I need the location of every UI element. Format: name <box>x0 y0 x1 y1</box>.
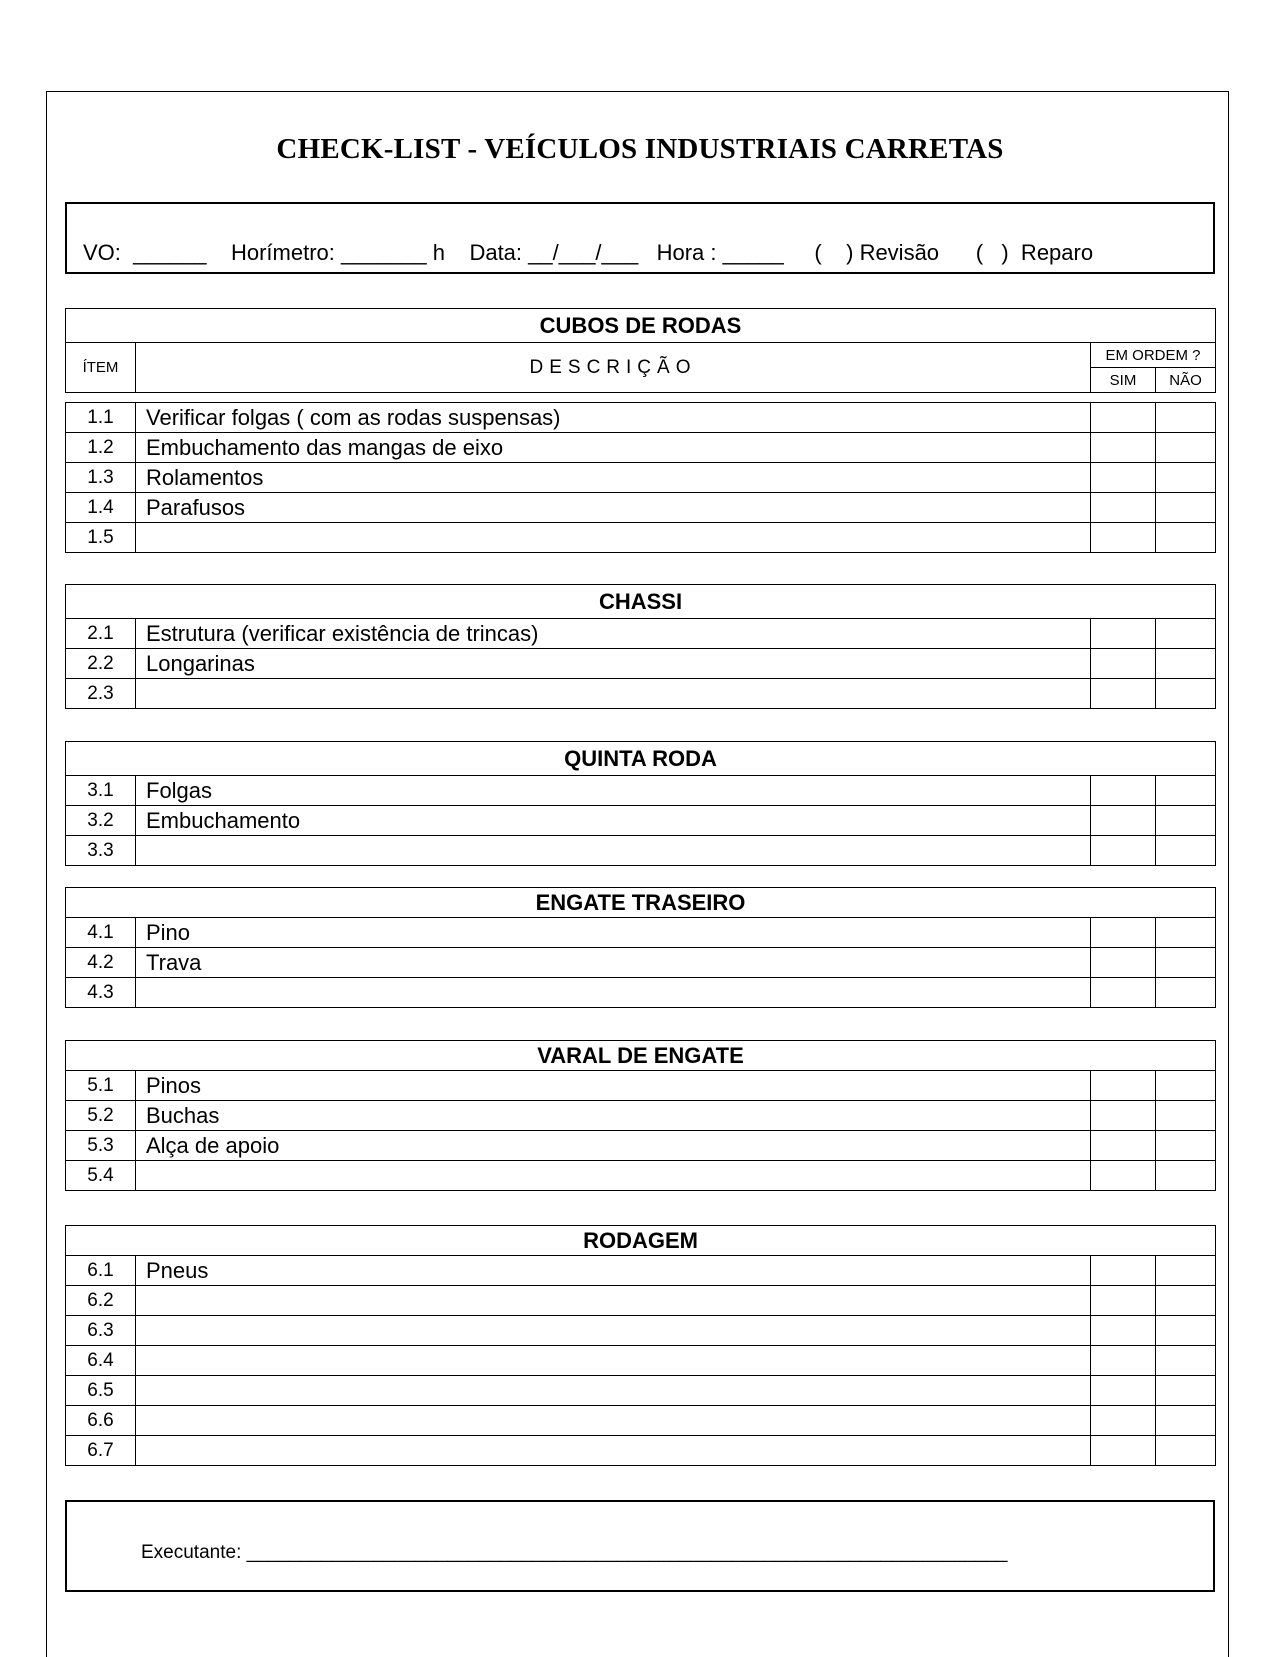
item-description[interactable] <box>136 1346 1091 1376</box>
sim-checkbox[interactable] <box>1091 918 1156 948</box>
signature-box <box>65 1500 1215 1592</box>
item-number: 3.3 <box>66 836 136 866</box>
item-description: Pino <box>136 918 1091 948</box>
table-row <box>66 1071 1216 1101</box>
table-row <box>66 433 1216 463</box>
sim-checkbox[interactable] <box>1091 463 1156 493</box>
item-number: 6.5 <box>66 1376 136 1406</box>
sim-checkbox[interactable] <box>1091 1316 1156 1346</box>
sim-checkbox[interactable] <box>1091 948 1156 978</box>
table-row <box>66 1131 1216 1161</box>
table-row <box>66 776 1216 806</box>
sim-checkbox[interactable] <box>1091 806 1156 836</box>
nao-checkbox[interactable] <box>1156 1406 1216 1436</box>
sim-checkbox[interactable] <box>1091 1071 1156 1101</box>
section-title: QUINTA RODA <box>66 742 1216 776</box>
sim-checkbox[interactable] <box>1091 523 1156 553</box>
table-row <box>66 493 1216 523</box>
table-row <box>66 1316 1216 1346</box>
item-description: Folgas <box>136 776 1091 806</box>
table-row <box>66 649 1216 679</box>
sim-checkbox[interactable] <box>1091 433 1156 463</box>
nao-checkbox[interactable] <box>1156 1346 1216 1376</box>
item-number: 6.2 <box>66 1286 136 1316</box>
item-description[interactable] <box>136 1161 1091 1191</box>
section-table-varal-de-engate <box>65 1040 1216 1191</box>
item-description[interactable] <box>136 1406 1091 1436</box>
nao-checkbox[interactable] <box>1156 1436 1216 1466</box>
nao-checkbox[interactable] <box>1156 403 1216 433</box>
item-number: 6.3 <box>66 1316 136 1346</box>
table-row <box>66 836 1216 866</box>
nao-checkbox[interactable] <box>1156 433 1216 463</box>
item-number: 2.3 <box>66 679 136 709</box>
sim-checkbox[interactable] <box>1091 1376 1156 1406</box>
section-table-chassi <box>65 584 1216 709</box>
item-number: 1.3 <box>66 463 136 493</box>
column-header-nao: NÃO <box>1156 368 1216 393</box>
sim-checkbox[interactable] <box>1091 679 1156 709</box>
section-table-quinta-roda <box>65 741 1216 866</box>
sim-checkbox[interactable] <box>1091 1131 1156 1161</box>
nao-checkbox[interactable] <box>1156 1161 1216 1191</box>
item-number: 5.3 <box>66 1131 136 1161</box>
item-description: Buchas <box>136 1101 1091 1131</box>
item-description[interactable] <box>136 1436 1091 1466</box>
nao-checkbox[interactable] <box>1156 679 1216 709</box>
item-number: 4.1 <box>66 918 136 948</box>
nao-checkbox[interactable] <box>1156 1256 1216 1286</box>
table-row <box>66 806 1216 836</box>
item-description[interactable] <box>136 1286 1091 1316</box>
item-description[interactable] <box>136 978 1091 1008</box>
sim-checkbox[interactable] <box>1091 836 1156 866</box>
item-number: 1.1 <box>66 403 136 433</box>
item-description: Pinos <box>136 1071 1091 1101</box>
item-description[interactable] <box>136 1316 1091 1346</box>
item-number: 3.2 <box>66 806 136 836</box>
item-description: Longarinas <box>136 649 1091 679</box>
item-description: Parafusos <box>136 493 1091 523</box>
table-row <box>66 1436 1216 1466</box>
item-description: Rolamentos <box>136 463 1091 493</box>
nao-checkbox[interactable] <box>1156 776 1216 806</box>
table-row <box>66 948 1216 978</box>
sim-checkbox[interactable] <box>1091 649 1156 679</box>
section-title: VARAL DE ENGATE <box>66 1041 1216 1071</box>
sim-checkbox[interactable] <box>1091 1436 1156 1466</box>
table-row <box>66 1346 1216 1376</box>
item-description: Alça de apoio <box>136 1131 1091 1161</box>
nao-checkbox[interactable] <box>1156 918 1216 948</box>
sim-checkbox[interactable] <box>1091 1346 1156 1376</box>
sim-checkbox[interactable] <box>1091 978 1156 1008</box>
item-description[interactable] <box>136 523 1091 553</box>
nao-checkbox[interactable] <box>1156 948 1216 978</box>
header-info-line: VO: ______ Horímetro: _______ h Data: __/___/___ Hora : _____ ( ) Revisão ( ) Reparo <box>83 240 1094 265</box>
item-description: Estrutura (verificar existência de trincas) <box>136 619 1091 649</box>
table-row <box>66 679 1216 709</box>
nao-checkbox[interactable] <box>1156 1376 1216 1406</box>
sim-checkbox[interactable] <box>1091 403 1156 433</box>
executante-signature-line[interactable]: Executante: ________________________________________________________________________ <box>141 1542 1008 1563</box>
nao-checkbox[interactable] <box>1156 619 1216 649</box>
table-row <box>66 1376 1216 1406</box>
item-description[interactable] <box>136 679 1091 709</box>
sim-checkbox[interactable] <box>1091 1256 1156 1286</box>
nao-checkbox[interactable] <box>1156 1286 1216 1316</box>
section-table-cubos-de-rodas <box>65 308 1216 393</box>
item-description: Pneus <box>136 1256 1091 1286</box>
table-row <box>66 619 1216 649</box>
sim-checkbox[interactable] <box>1091 1101 1156 1131</box>
item-number: 4.2 <box>66 948 136 978</box>
document-title: CHECK-LIST - VEÍCULOS INDUSTRIAIS CARRETAS <box>276 133 1004 165</box>
item-description: Trava <box>136 948 1091 978</box>
sim-checkbox[interactable] <box>1091 776 1156 806</box>
nao-checkbox[interactable] <box>1156 493 1216 523</box>
table-row <box>66 1406 1216 1436</box>
table-row <box>66 1101 1216 1131</box>
item-description: Embuchamento <box>136 806 1091 836</box>
nao-checkbox[interactable] <box>1156 1316 1216 1346</box>
sim-checkbox[interactable] <box>1091 1161 1156 1191</box>
item-description[interactable] <box>136 836 1091 866</box>
item-description: Verificar folgas ( com as rodas suspensas) <box>136 403 1091 433</box>
nao-checkbox[interactable] <box>1156 463 1216 493</box>
nao-checkbox[interactable] <box>1156 1131 1216 1161</box>
table-row <box>66 978 1216 1008</box>
table-row <box>66 523 1216 553</box>
item-number: 5.2 <box>66 1101 136 1131</box>
column-header-description: DESCRIÇÃO <box>136 343 1091 393</box>
item-number: 1.2 <box>66 433 136 463</box>
sim-checkbox[interactable] <box>1091 1406 1156 1436</box>
table-row <box>66 1286 1216 1316</box>
item-number: 3.1 <box>66 776 136 806</box>
item-number: 2.2 <box>66 649 136 679</box>
column-header-item: ÍTEM <box>66 343 136 393</box>
table-row <box>66 918 1216 948</box>
item-number: 6.7 <box>66 1436 136 1466</box>
table-row <box>66 1256 1216 1286</box>
item-number: 6.1 <box>66 1256 136 1286</box>
section-table-rodagem <box>65 1225 1216 1466</box>
item-number: 1.5 <box>66 523 136 553</box>
sim-checkbox[interactable] <box>1091 493 1156 523</box>
item-number: 6.6 <box>66 1406 136 1436</box>
table-row <box>66 403 1216 433</box>
item-number: 6.4 <box>66 1346 136 1376</box>
table-row <box>66 463 1216 493</box>
header-info-box <box>65 202 1215 274</box>
item-number: 4.3 <box>66 978 136 1008</box>
column-header-em-ordem: EM ORDEM ? <box>1091 343 1216 368</box>
item-description[interactable] <box>136 1376 1091 1406</box>
table-row <box>66 1161 1216 1191</box>
section-rows-cubos-de-rodas <box>65 402 1216 553</box>
item-number: 5.1 <box>66 1071 136 1101</box>
nao-checkbox[interactable] <box>1156 649 1216 679</box>
nao-checkbox[interactable] <box>1156 806 1216 836</box>
nao-checkbox[interactable] <box>1156 836 1216 866</box>
section-title: CUBOS DE RODAS <box>66 309 1216 343</box>
item-number: 2.1 <box>66 619 136 649</box>
nao-checkbox[interactable] <box>1156 1071 1216 1101</box>
nao-checkbox[interactable] <box>1156 523 1216 553</box>
item-description: Embuchamento das mangas de eixo <box>136 433 1091 463</box>
section-title: CHASSI <box>66 585 1216 619</box>
nao-checkbox[interactable] <box>1156 1101 1216 1131</box>
item-number: 5.4 <box>66 1161 136 1191</box>
section-table-engate-traseiro <box>65 887 1216 1008</box>
sim-checkbox[interactable] <box>1091 619 1156 649</box>
nao-checkbox[interactable] <box>1156 978 1216 1008</box>
section-title: RODAGEM <box>66 1226 1216 1256</box>
section-title: ENGATE TRASEIRO <box>66 888 1216 918</box>
item-number: 1.4 <box>66 493 136 523</box>
column-header-sim: SIM <box>1091 368 1156 393</box>
sim-checkbox[interactable] <box>1091 1286 1156 1316</box>
